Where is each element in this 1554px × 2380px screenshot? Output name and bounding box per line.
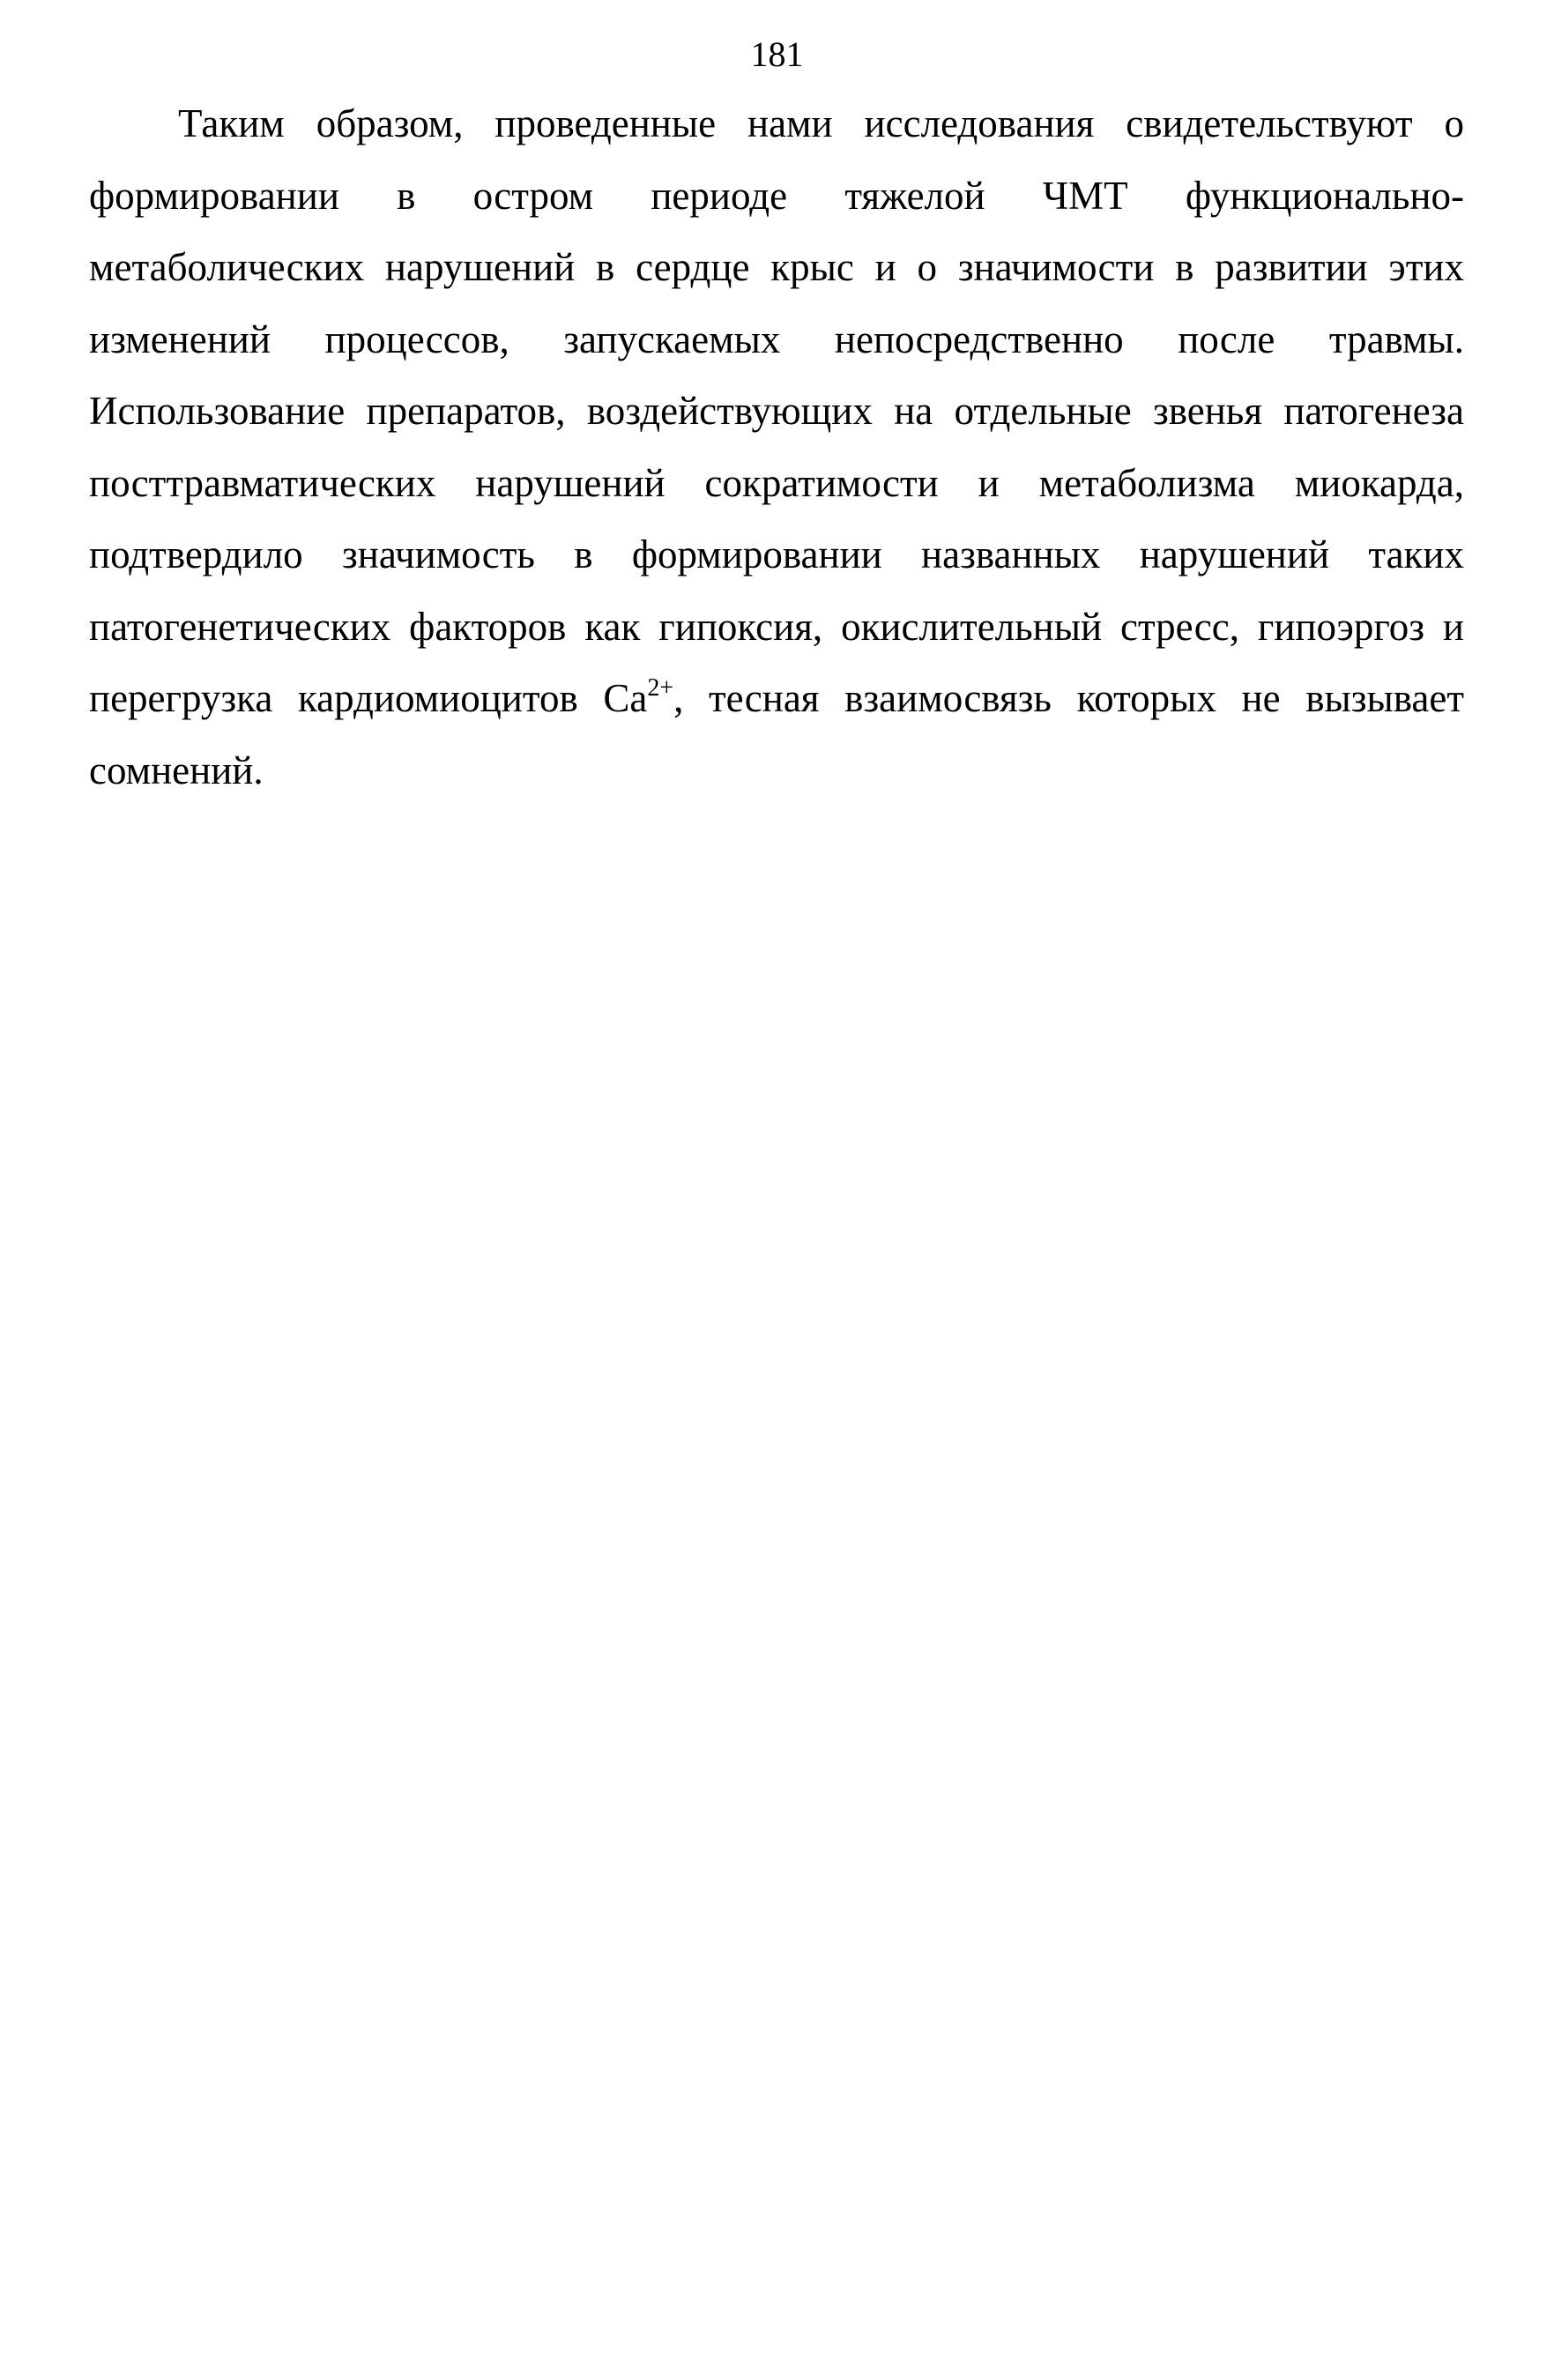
paragraph-line-with-superscript (89, 663, 1464, 735)
paragraph-line: изменений процессов, запускаемых непосредственно после травмы. (89, 316, 1464, 361)
page-number: 181 (750, 34, 804, 74)
body-paragraph (89, 88, 1464, 807)
paragraph-line: Таким образом, проведенные нами исследования свидетельствуют о (178, 101, 1464, 145)
paragraph-line: патогенетических факторов как гипоксия, окислительный стресс, гипоэргоз и (89, 604, 1464, 649)
paragraph-last-line: сомнений. (89, 747, 264, 792)
line-text-before: перегрузка кардиомиоцитов Ca (89, 676, 648, 720)
line-text-after: , тесная взаимосвязь которых не вызывает (673, 676, 1464, 720)
paragraph-line: подтвердило значимость в формировании названных нарушений таких (89, 532, 1464, 576)
paragraph-line: посттравматических нарушений сократимости и метаболизма миокарда, (89, 460, 1464, 505)
paragraph-line: формировании в остром периоде тяжелой ЧМТ функционально- (89, 173, 1464, 218)
superscript-charge: 2+ (647, 674, 674, 702)
paragraph-line: метаболических нарушений в сердце крыс и о значимости в развитии этих (89, 245, 1464, 289)
paragraph-line: Использование препаратов, воздействующих на отдельные звенья патогенеза (89, 389, 1464, 433)
